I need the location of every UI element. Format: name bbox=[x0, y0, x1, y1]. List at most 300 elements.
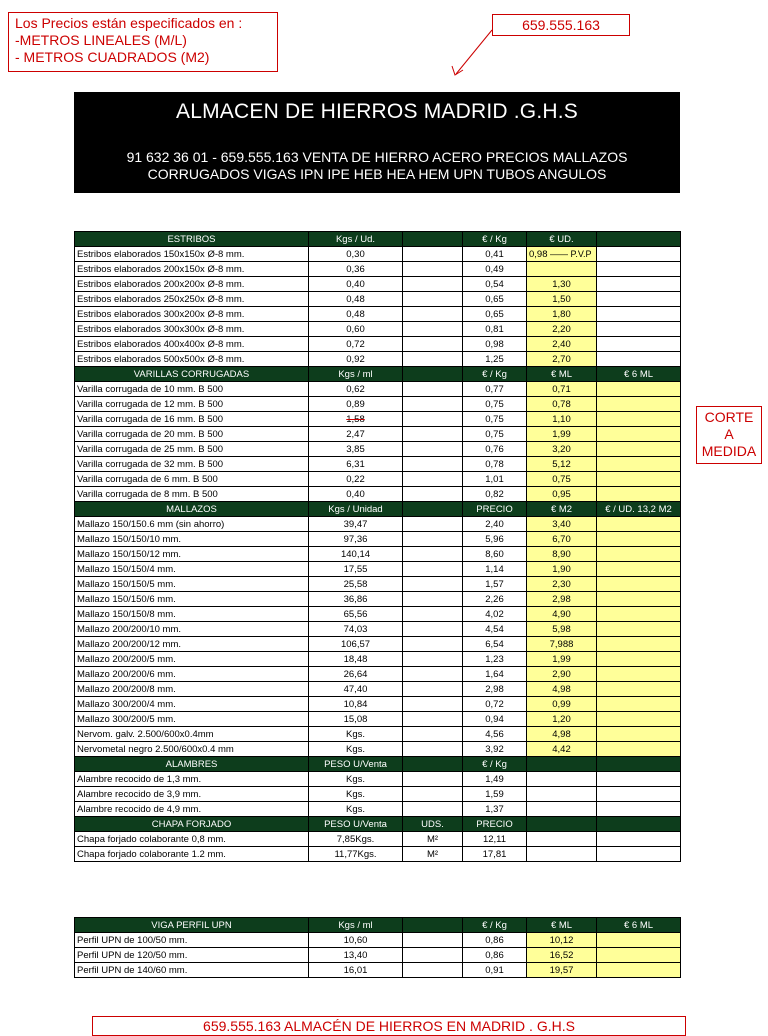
unit-price-cell: 1,80 bbox=[527, 307, 597, 322]
table-row bbox=[75, 637, 681, 652]
extra-price-cell bbox=[597, 787, 681, 802]
price-per-kg-cell: 0,54 bbox=[463, 277, 527, 292]
extra-price-cell bbox=[597, 322, 681, 337]
units-cell bbox=[403, 472, 463, 487]
weight-cell: 13,40 bbox=[309, 948, 403, 963]
price-per-kg-cell: 0,86 bbox=[463, 948, 527, 963]
price-per-kg-cell: 0,98 bbox=[463, 337, 527, 352]
section-header-cell bbox=[597, 232, 681, 247]
section-header-cell: PESO U/Venta bbox=[309, 817, 403, 832]
price-per-kg-cell: 3,92 bbox=[463, 742, 527, 757]
section-header-cell: € 6 ML bbox=[597, 367, 681, 382]
units-cell bbox=[403, 787, 463, 802]
product-name-cell: Varilla corrugada de 12 mm. B 500 bbox=[75, 397, 309, 412]
extra-price-cell bbox=[597, 397, 681, 412]
product-name-cell: Mallazo 200/200/5 mm. bbox=[75, 652, 309, 667]
unit-price-cell: 4,90 bbox=[527, 607, 597, 622]
units-cell bbox=[403, 742, 463, 757]
price-per-kg-cell: 1,01 bbox=[463, 472, 527, 487]
section-header-cell bbox=[597, 817, 681, 832]
unit-price-cell: 4,98 bbox=[527, 727, 597, 742]
section-header-cell: € / Kg bbox=[463, 367, 527, 382]
arrow-icon bbox=[440, 28, 500, 80]
units-cell bbox=[403, 292, 463, 307]
units-cell bbox=[403, 247, 463, 262]
weight-cell: 15,08 bbox=[309, 712, 403, 727]
extra-price-cell bbox=[597, 802, 681, 817]
weight-cell: 1,58 bbox=[309, 412, 403, 427]
extra-price-cell bbox=[597, 832, 681, 847]
price-per-kg-cell: 12,11 bbox=[463, 832, 527, 847]
units-cell bbox=[403, 517, 463, 532]
unit-price-cell: 0,99 bbox=[527, 697, 597, 712]
extra-price-cell bbox=[597, 352, 681, 367]
extra-price-cell bbox=[597, 487, 681, 502]
weight-cell: 11,77Kgs. bbox=[309, 847, 403, 862]
price-per-kg-cell: 1,25 bbox=[463, 352, 527, 367]
units-cell bbox=[403, 712, 463, 727]
corte-a-medida-note bbox=[696, 406, 762, 464]
section-header-cell: PRECIO bbox=[463, 502, 527, 517]
units-cell: M² bbox=[403, 832, 463, 847]
section-header-cell bbox=[527, 817, 597, 832]
weight-cell: 65,56 bbox=[309, 607, 403, 622]
unit-price-cell bbox=[527, 787, 597, 802]
extra-price-cell bbox=[597, 277, 681, 292]
unit-price-cell: 0,98 —— P.V.P bbox=[527, 247, 597, 262]
table-row bbox=[75, 562, 681, 577]
corte-note-line: MEDIDA bbox=[701, 443, 757, 459]
pvp-label: —— P.V.P bbox=[547, 248, 592, 259]
weight-cell: 0,40 bbox=[309, 487, 403, 502]
weight-cell: 36,86 bbox=[309, 592, 403, 607]
section-header-cell: € 6 ML bbox=[597, 918, 681, 933]
units-cell bbox=[403, 802, 463, 817]
section-header-cell bbox=[403, 367, 463, 382]
unit-price-cell bbox=[527, 847, 597, 862]
weight-cell: 25,58 bbox=[309, 577, 403, 592]
units-cell: M² bbox=[403, 847, 463, 862]
unit-price-cell: 2,70 bbox=[527, 352, 597, 367]
product-name-cell: Mallazo 200/200/6 mm. bbox=[75, 667, 309, 682]
product-name-cell: Varilla corrugada de 16 mm. B 500 bbox=[75, 412, 309, 427]
product-name-cell: Estribos elaborados 200x200x Ø-8 mm. bbox=[75, 277, 309, 292]
product-name-cell: Chapa forjado colaborante 0,8 mm. bbox=[75, 832, 309, 847]
product-name-cell: Estribos elaborados 300x300x Ø-8 mm. bbox=[75, 322, 309, 337]
units-cell bbox=[403, 727, 463, 742]
section-header-row bbox=[75, 367, 681, 382]
extra-price-cell bbox=[597, 637, 681, 652]
weight-cell: 10,84 bbox=[309, 697, 403, 712]
weight-cell: Kgs. bbox=[309, 772, 403, 787]
price-per-kg-cell: 2,26 bbox=[463, 592, 527, 607]
table-row bbox=[75, 277, 681, 292]
units-cell bbox=[403, 547, 463, 562]
unit-price-cell: 4,42 bbox=[527, 742, 597, 757]
weight-cell: 0,40 bbox=[309, 277, 403, 292]
unit-price-cell: 3,20 bbox=[527, 442, 597, 457]
table-row bbox=[75, 247, 681, 262]
table-row bbox=[75, 457, 681, 472]
section-header-cell: VARILLAS CORRUGADAS bbox=[75, 367, 309, 382]
extra-price-cell bbox=[597, 622, 681, 637]
units-cell bbox=[403, 382, 463, 397]
product-name-cell: Estribos elaborados 300x200x Ø-8 mm. bbox=[75, 307, 309, 322]
product-name-cell: Estribos elaborados 400x400x Ø-8 mm. bbox=[75, 337, 309, 352]
unit-price-cell: 1,20 bbox=[527, 712, 597, 727]
table-row bbox=[75, 682, 681, 697]
weight-cell: 16,01 bbox=[309, 963, 403, 978]
price-table bbox=[74, 231, 681, 862]
extra-price-cell bbox=[597, 577, 681, 592]
units-cell bbox=[403, 963, 463, 978]
product-name-cell: Perfil UPN de 120/50 mm. bbox=[75, 948, 309, 963]
section-header-cell: € ML bbox=[527, 367, 597, 382]
price-per-kg-cell: 2,98 bbox=[463, 682, 527, 697]
units-cell bbox=[403, 442, 463, 457]
weight-cell: 3,85 bbox=[309, 442, 403, 457]
units-cell bbox=[403, 337, 463, 352]
section-header-cell: UDS. bbox=[403, 817, 463, 832]
units-cell bbox=[403, 412, 463, 427]
weight-cell: 47,40 bbox=[309, 682, 403, 697]
table-row bbox=[75, 802, 681, 817]
price-per-kg-cell: 1,57 bbox=[463, 577, 527, 592]
price-per-kg-cell: 0,86 bbox=[463, 933, 527, 948]
product-name-cell: Alambre recocido de 3,9 mm. bbox=[75, 787, 309, 802]
extra-price-cell bbox=[597, 727, 681, 742]
table-row bbox=[75, 772, 681, 787]
unit-price-cell: 0,71 bbox=[527, 382, 597, 397]
product-name-cell: Mallazo 150/150/6 mm. bbox=[75, 592, 309, 607]
unit-price-cell: 2,40 bbox=[527, 337, 597, 352]
unit-price-cell bbox=[527, 262, 597, 277]
table-row bbox=[75, 292, 681, 307]
product-name-cell: Mallazo 150/150/5 mm. bbox=[75, 577, 309, 592]
section-header-cell: Kgs / Ud. bbox=[309, 232, 403, 247]
product-name-cell: Nervom. galv. 2.500/600x0.4mm bbox=[75, 727, 309, 742]
extra-price-cell bbox=[597, 337, 681, 352]
product-name-cell: Mallazo 150/150/12 mm. bbox=[75, 547, 309, 562]
price-per-kg-cell: 0,41 bbox=[463, 247, 527, 262]
units-cell bbox=[403, 637, 463, 652]
price-per-kg-cell: 0,78 bbox=[463, 457, 527, 472]
upn-price-table bbox=[74, 917, 681, 978]
units-cell bbox=[403, 652, 463, 667]
units-note-line: -METROS LINEALES (M/L) bbox=[15, 32, 187, 48]
unit-price-cell: 4,98 bbox=[527, 682, 597, 697]
weight-cell: 18,48 bbox=[309, 652, 403, 667]
table-row bbox=[75, 532, 681, 547]
units-cell bbox=[403, 948, 463, 963]
price-per-kg-cell: 0,72 bbox=[463, 697, 527, 712]
unit-price-cell: 1,99 bbox=[527, 652, 597, 667]
unit-price-cell: 7,988 bbox=[527, 637, 597, 652]
extra-price-cell bbox=[597, 472, 681, 487]
weight-cell: 0,89 bbox=[309, 397, 403, 412]
unit-price-cell: 0,75 bbox=[527, 472, 597, 487]
weight-cell: 17,55 bbox=[309, 562, 403, 577]
weight-cell: 140,14 bbox=[309, 547, 403, 562]
weight-cell: Kgs. bbox=[309, 787, 403, 802]
section-header-row bbox=[75, 757, 681, 772]
unit-price-cell: 0,95 bbox=[527, 487, 597, 502]
units-cell bbox=[403, 487, 463, 502]
units-cell bbox=[403, 532, 463, 547]
units-cell bbox=[403, 682, 463, 697]
section-header-cell: € M2 bbox=[527, 502, 597, 517]
price-per-kg-cell: 4,56 bbox=[463, 727, 527, 742]
unit-price-cell: 1,50 bbox=[527, 292, 597, 307]
section-header-cell: ALAMBRES bbox=[75, 757, 309, 772]
table-row bbox=[75, 963, 681, 978]
table-row bbox=[75, 592, 681, 607]
weight-cell: 0,60 bbox=[309, 322, 403, 337]
extra-price-cell bbox=[597, 607, 681, 622]
units-cell bbox=[403, 577, 463, 592]
section-header-cell: CHAPA FORJADO bbox=[75, 817, 309, 832]
price-per-kg-cell: 4,54 bbox=[463, 622, 527, 637]
unit-price-cell: 8,90 bbox=[527, 547, 597, 562]
table-row bbox=[75, 652, 681, 667]
units-cell bbox=[403, 562, 463, 577]
product-name-cell: Estribos elaborados 500x500x Ø-8 mm. bbox=[75, 352, 309, 367]
weight-cell: 0,30 bbox=[309, 247, 403, 262]
extra-price-cell bbox=[597, 532, 681, 547]
weight-cell: 74,03 bbox=[309, 622, 403, 637]
table-row bbox=[75, 397, 681, 412]
extra-price-cell bbox=[597, 697, 681, 712]
price-per-kg-cell: 0,75 bbox=[463, 412, 527, 427]
table-row bbox=[75, 948, 681, 963]
store-contact-line: 91 632 36 01 - 659.555.163 VENTA DE HIERRO ACERO PRECIOS MALLAZOS bbox=[126, 149, 628, 165]
product-name-cell: Estribos elaborados 250x250x Ø-8 mm. bbox=[75, 292, 309, 307]
section-header-cell: € / Kg bbox=[463, 232, 527, 247]
section-header-cell: ESTRIBOS bbox=[75, 232, 309, 247]
table-row bbox=[75, 382, 681, 397]
extra-price-cell bbox=[597, 382, 681, 397]
section-header-cell: VIGA PERFIL UPN bbox=[75, 918, 309, 933]
product-name-cell: Estribos elaborados 200x150x Ø-8 mm. bbox=[75, 262, 309, 277]
corte-note-line: A bbox=[724, 426, 734, 442]
weight-cell: 0,48 bbox=[309, 307, 403, 322]
units-cell bbox=[403, 667, 463, 682]
table-row bbox=[75, 517, 681, 532]
product-name-cell: Perfil UPN de 140/60 mm. bbox=[75, 963, 309, 978]
section-header-cell bbox=[403, 918, 463, 933]
store-products-line: CORRUGADOS VIGAS IPN IPE HEB HEA HEM UPN TUBOS ANGULOS bbox=[147, 166, 607, 182]
units-cell bbox=[403, 697, 463, 712]
extra-price-cell bbox=[597, 933, 681, 948]
units-cell bbox=[403, 352, 463, 367]
extra-price-cell bbox=[597, 712, 681, 727]
extra-price-cell bbox=[597, 682, 681, 697]
units-cell bbox=[403, 397, 463, 412]
extra-price-cell bbox=[597, 262, 681, 277]
weight-cell: 0,62 bbox=[309, 382, 403, 397]
product-name-cell: Mallazo 150/150/10 mm. bbox=[75, 532, 309, 547]
extra-price-cell bbox=[597, 547, 681, 562]
price-per-kg-cell: 4,02 bbox=[463, 607, 527, 622]
product-name-cell: Alambre recocido de 1,3 mm. bbox=[75, 772, 309, 787]
table-row bbox=[75, 697, 681, 712]
unit-price-cell: 5,98 bbox=[527, 622, 597, 637]
weight-cell: 97,36 bbox=[309, 532, 403, 547]
weight-cell: 10,60 bbox=[309, 933, 403, 948]
price-per-kg-cell: 0,65 bbox=[463, 307, 527, 322]
price-per-kg-cell: 1,64 bbox=[463, 667, 527, 682]
product-name-cell: Varilla corrugada de 20 mm. B 500 bbox=[75, 427, 309, 442]
extra-price-cell bbox=[597, 457, 681, 472]
unit-price-cell: 5,12 bbox=[527, 457, 597, 472]
product-name-cell: Varilla corrugada de 6 mm. B 500 bbox=[75, 472, 309, 487]
unit-price-cell: 2,98 bbox=[527, 592, 597, 607]
price-per-kg-cell: 0,77 bbox=[463, 382, 527, 397]
weight-cell: 2,47 bbox=[309, 427, 403, 442]
section-header-cell: PRECIO bbox=[463, 817, 527, 832]
table-row bbox=[75, 712, 681, 727]
extra-price-cell bbox=[597, 847, 681, 862]
extra-price-cell bbox=[597, 247, 681, 262]
extra-price-cell bbox=[597, 517, 681, 532]
price-per-kg-cell: 6,54 bbox=[463, 637, 527, 652]
units-note-line: - METROS CUADRADOS (M2) bbox=[15, 49, 210, 65]
section-header-cell: € UD. bbox=[527, 232, 597, 247]
section-header-cell bbox=[527, 757, 597, 772]
extra-price-cell bbox=[597, 742, 681, 757]
section-header-cell: € / UD. 13,2 M2 bbox=[597, 502, 681, 517]
weight-cell: 26,64 bbox=[309, 667, 403, 682]
table-row bbox=[75, 472, 681, 487]
table-row bbox=[75, 322, 681, 337]
table-row bbox=[75, 933, 681, 948]
unit-price-cell: 3,40 bbox=[527, 517, 597, 532]
units-cell bbox=[403, 933, 463, 948]
unit-price-cell bbox=[527, 802, 597, 817]
product-name-cell: Nervometal negro 2.500/600x0.4 mm bbox=[75, 742, 309, 757]
product-name-cell: Mallazo 150/150/8 mm. bbox=[75, 607, 309, 622]
unit-price-cell: 1,30 bbox=[527, 277, 597, 292]
table-row bbox=[75, 607, 681, 622]
product-name-cell: Estribos elaborados 150x150x Ø-8 mm. bbox=[75, 247, 309, 262]
weight-cell: 39,47 bbox=[309, 517, 403, 532]
unit-price-cell bbox=[527, 772, 597, 787]
price-per-kg-cell: 8,60 bbox=[463, 547, 527, 562]
extra-price-cell bbox=[597, 772, 681, 787]
table-row bbox=[75, 352, 681, 367]
section-header-cell bbox=[597, 757, 681, 772]
product-name-cell: Varilla corrugada de 25 mm. B 500 bbox=[75, 442, 309, 457]
units-cell bbox=[403, 772, 463, 787]
extra-price-cell bbox=[597, 652, 681, 667]
extra-price-cell bbox=[597, 592, 681, 607]
section-header-cell: € ML bbox=[527, 918, 597, 933]
weight-cell: 0,36 bbox=[309, 262, 403, 277]
unit-price-cell: 1,99 bbox=[527, 427, 597, 442]
table-row bbox=[75, 487, 681, 502]
unit-price-cell: 2,30 bbox=[527, 577, 597, 592]
table-row bbox=[75, 547, 681, 562]
table-row bbox=[75, 787, 681, 802]
section-header-cell: € / Kg bbox=[463, 757, 527, 772]
table-row bbox=[75, 427, 681, 442]
weight-cell: 0,22 bbox=[309, 472, 403, 487]
store-title: ALMACEN DE HIERROS MADRID .G.H.S bbox=[176, 100, 578, 123]
unit-price-cell: 10,12 bbox=[527, 933, 597, 948]
weight-cell: 0,72 bbox=[309, 337, 403, 352]
price-per-kg-cell: 1,14 bbox=[463, 562, 527, 577]
table-row bbox=[75, 442, 681, 457]
weight-cell: 7,85Kgs. bbox=[309, 832, 403, 847]
table-row bbox=[75, 832, 681, 847]
extra-price-cell bbox=[597, 307, 681, 322]
unit-price-cell: 1,10 bbox=[527, 412, 597, 427]
price-per-kg-cell: 1,59 bbox=[463, 787, 527, 802]
price-per-kg-cell: 0,65 bbox=[463, 292, 527, 307]
units-cell bbox=[403, 457, 463, 472]
table-row bbox=[75, 262, 681, 277]
price-per-kg-cell: 17,81 bbox=[463, 847, 527, 862]
product-name-cell: Mallazo 300/200/4 mm. bbox=[75, 697, 309, 712]
price-per-kg-cell: 0,91 bbox=[463, 963, 527, 978]
section-header-row bbox=[75, 918, 681, 933]
section-header-cell: Kgs / Unidad bbox=[309, 502, 403, 517]
product-name-cell: Perfil UPN de 100/50 mm. bbox=[75, 933, 309, 948]
product-name-cell: Mallazo 200/200/12 mm. bbox=[75, 637, 309, 652]
table-row bbox=[75, 337, 681, 352]
section-header-cell: Kgs / ml bbox=[309, 367, 403, 382]
weight-cell: 0,48 bbox=[309, 292, 403, 307]
units-cell bbox=[403, 277, 463, 292]
weight-cell: 6,31 bbox=[309, 457, 403, 472]
price-per-kg-cell: 2,40 bbox=[463, 517, 527, 532]
section-header-cell: Kgs / ml bbox=[309, 918, 403, 933]
product-name-cell: Chapa forjado colaborante 1.2 mm. bbox=[75, 847, 309, 862]
units-cell bbox=[403, 622, 463, 637]
units-cell bbox=[403, 607, 463, 622]
table-row bbox=[75, 622, 681, 637]
unit-price-cell: 0,78 bbox=[527, 397, 597, 412]
unit-price-cell: 16,52 bbox=[527, 948, 597, 963]
extra-price-cell bbox=[597, 963, 681, 978]
section-header-cell: MALLAZOS bbox=[75, 502, 309, 517]
extra-price-cell bbox=[597, 667, 681, 682]
phone-callout: 659.555.163 bbox=[492, 14, 630, 36]
corte-note-line: CORTE bbox=[704, 409, 754, 425]
unit-price-cell bbox=[527, 832, 597, 847]
table-row bbox=[75, 847, 681, 862]
weight-cell: 106,57 bbox=[309, 637, 403, 652]
section-header-row bbox=[75, 232, 681, 247]
extra-price-cell bbox=[597, 948, 681, 963]
unit-price-cell: 2,90 bbox=[527, 667, 597, 682]
units-note-line: Los Precios están especificados en : bbox=[15, 15, 243, 31]
price-per-kg-cell: 0,49 bbox=[463, 262, 527, 277]
section-header-cell bbox=[403, 502, 463, 517]
table-row bbox=[75, 412, 681, 427]
store-header bbox=[74, 92, 680, 193]
weight-cell: Kgs. bbox=[309, 802, 403, 817]
price-per-kg-cell: 0,75 bbox=[463, 427, 527, 442]
product-name-cell: Mallazo 300/200/5 mm. bbox=[75, 712, 309, 727]
product-name-cell: Mallazo 150/150/4 mm. bbox=[75, 562, 309, 577]
product-name-cell: Mallazo 150/150.6 mm (sin ahorro) bbox=[75, 517, 309, 532]
units-cell bbox=[403, 592, 463, 607]
section-header-cell bbox=[403, 232, 463, 247]
price-per-kg-cell: 1,37 bbox=[463, 802, 527, 817]
product-name-cell: Varilla corrugada de 10 mm. B 500 bbox=[75, 382, 309, 397]
price-per-kg-cell: 1,23 bbox=[463, 652, 527, 667]
